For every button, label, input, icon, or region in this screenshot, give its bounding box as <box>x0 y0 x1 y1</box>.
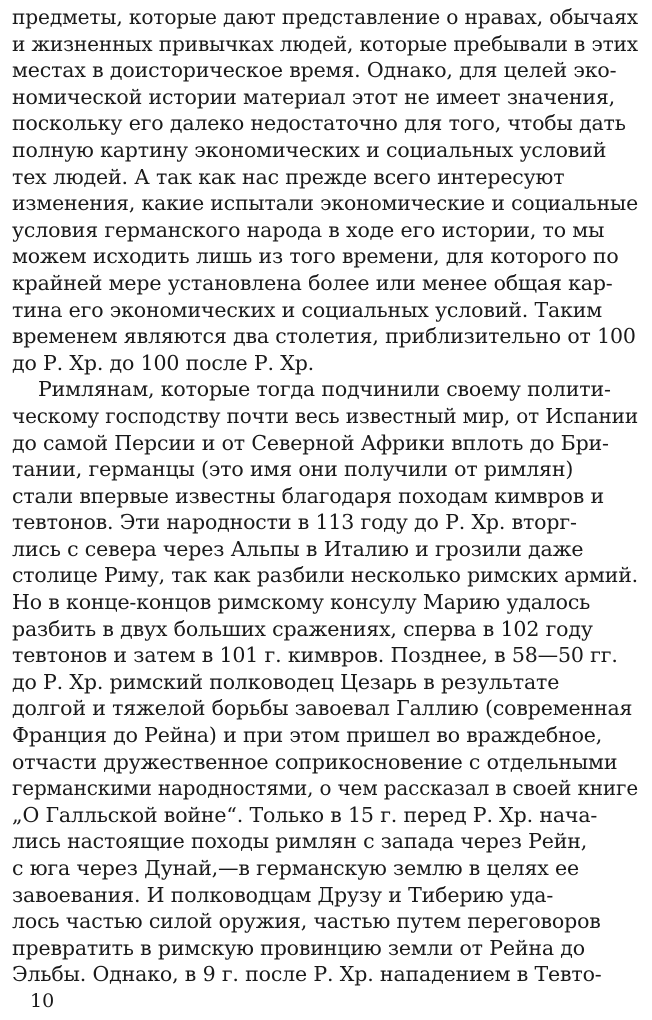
page-number: 10 <box>30 990 55 1012</box>
text-line: поскольку его далеко недостаточно для того, чтобы дать <box>12 111 626 136</box>
text-line: тина его экономических и социальных условий. Таким <box>12 297 603 322</box>
text-line: завоевания. И полководцам Друзу и Тиберию уда- <box>12 882 554 907</box>
text-line: до самой Персии и от Северной Африки вплоть до Бри- <box>12 430 609 455</box>
paragraph <box>12 4 638 376</box>
text-line: тании, германцы (это имя они получили от римлян) <box>12 457 574 482</box>
text-line: лись настоящие походы римлян с запада через Рейн, <box>12 829 588 854</box>
paragraph <box>12 376 638 988</box>
text-line: разбить в двух больших сражениях, сперва в 102 году <box>12 616 593 641</box>
text-line: тевтонов и затем в 101 г. кимвров. Позднее, в 58—50 гг. <box>12 643 618 668</box>
text-line: „О Галльской войне“. Только в 15 г. перед Р. Хр. нача- <box>12 802 598 827</box>
text-line: отчасти дружественное соприкосновение с отдельными <box>12 749 618 774</box>
text-line: Франция до Рейна) и при этом пришел во враждебное, <box>12 723 603 748</box>
text-line: с юга через Дунай,—в германскую землю в целях ее <box>12 856 579 880</box>
text-line: ческому господству почти весь известный мир, от Испании <box>12 403 639 428</box>
text-line: лись с севера через Альпы в Италию и грозили даже <box>12 536 584 561</box>
text-line: столице Риму, так как разбили несколько римских армий. <box>12 563 638 588</box>
text-line: номической истории материал этот не имеет значения, <box>12 84 616 109</box>
text-line: временем являются два столетия, приблизительно от 100 <box>12 324 636 349</box>
text-line: Эльбы. Однако, в 9 г. после Р. Хр. нападением в Тевто- <box>12 962 602 987</box>
text-line: Римлянам, которые тогда подчинили своему полити- <box>38 377 611 402</box>
text-line: до Р. Хр. до 100 после Р. Хр. <box>12 350 315 375</box>
text-line: условия германского народа в ходе его истории, то мы <box>12 217 605 242</box>
text-line: Но в конце-концов римскому консулу Марию удалось <box>12 590 591 615</box>
text-line: тевтонов. Эти народности в 113 году до Р. Хр. вторг- <box>12 510 577 535</box>
text-line: лось частью силой оружия, частью путем переговоров <box>12 909 601 934</box>
text-line: долгой и тяжелой борьбы завоевал Галлию (современная <box>12 696 633 721</box>
text-line: крайней мере установлена более или менее общая кар- <box>12 270 613 295</box>
text-line: до Р. Хр. римский полководец Цезарь в результате <box>12 669 560 694</box>
text-line: местах в доисторическое время. Однако, для целей эко- <box>12 58 617 83</box>
text-line: германскими народностями, о чем рассказал в своей книге <box>12 776 638 801</box>
text-line: можем исходить лишь из того времени, для которого по <box>12 244 619 269</box>
text-line: и жизненных привычках людей, которые пребывали в этих <box>12 31 638 56</box>
text-line: предметы, которые дают представление о нравах, обычаях <box>12 5 638 29</box>
text-line: полную картину экономических и социальных условий <box>12 137 607 162</box>
body-text <box>12 4 638 988</box>
text-line: стали впервые известны благодаря походам кимвров и <box>12 483 604 508</box>
text-line: тех людей. А так как нас прежде всего интересуют <box>12 164 565 189</box>
text-line: превратить в римскую провинцию земли от Рейна до <box>12 935 585 960</box>
text-line: изменения, какие испытали экономические и социальные <box>12 191 639 216</box>
